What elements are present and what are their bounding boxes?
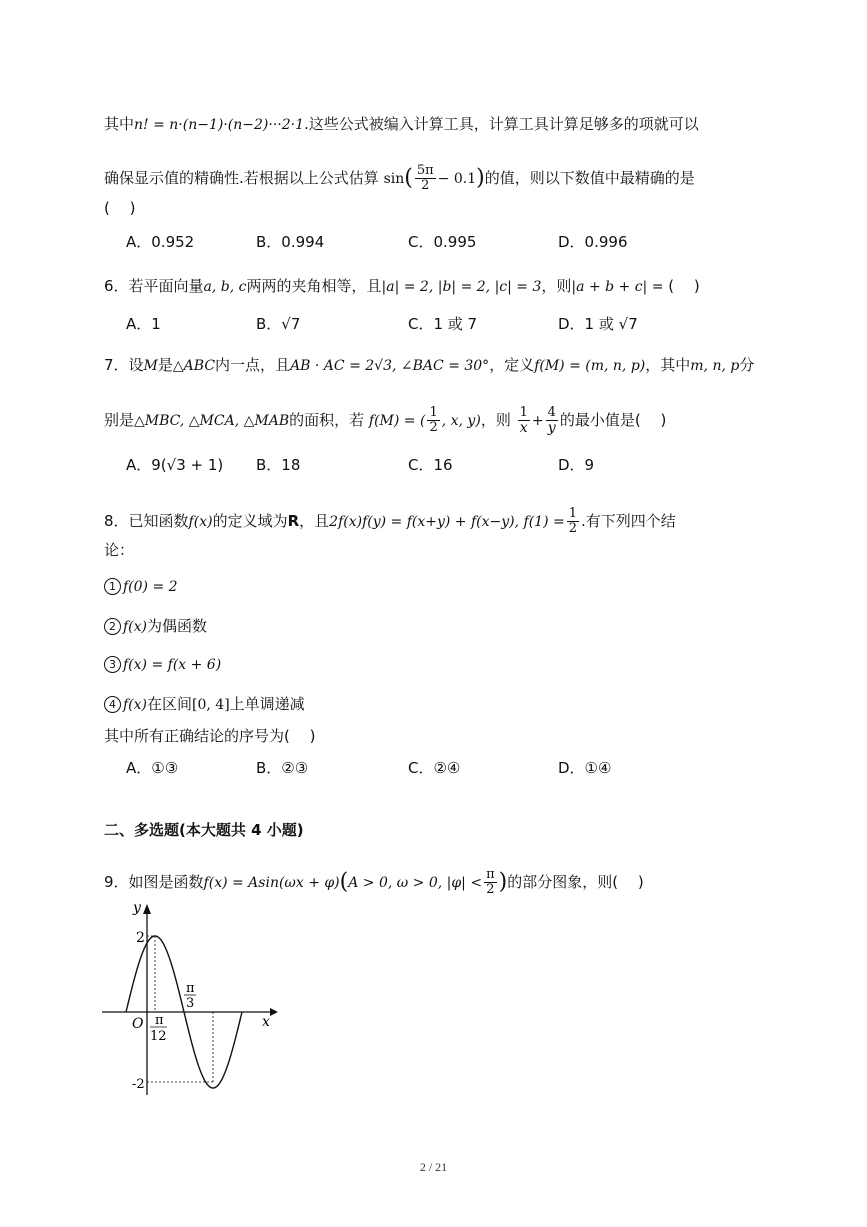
text: .有下列四个结 <box>581 512 676 530</box>
denominator: 2 <box>429 420 438 435</box>
text: 其中 <box>104 115 135 133</box>
text: 是 <box>157 356 173 374</box>
text: 两两的夹角相等，且 <box>246 277 382 295</box>
statement-math: f(x) <box>123 697 148 713</box>
paragraph-line-1 <box>104 114 699 135</box>
option-d[interactable]: D．9 <box>558 456 595 474</box>
numerator: 1 <box>429 405 438 420</box>
point-m: M <box>143 358 158 374</box>
fm-tail: , x, y) <box>441 413 481 429</box>
text: 的部分图象，则( ) <box>507 873 644 891</box>
option-c[interactable]: C．②④ <box>408 759 461 777</box>
factorial-formula: n! = n·(n−1)·(n−2)···2·1 <box>134 117 304 133</box>
denominator: x <box>519 420 528 436</box>
statement-math: f(0) = 2 <box>123 579 178 595</box>
fraction-half <box>427 406 439 435</box>
y-axis-arrow <box>143 904 151 914</box>
option-a[interactable]: A．①③ <box>126 759 179 777</box>
text: ，其中 <box>645 356 691 374</box>
statement-math: f(x) = f(x + 6) <box>123 657 222 673</box>
y-min-label: -2 <box>132 1077 145 1092</box>
text: 确保显示值的精确性.若根据以上公式估算 <box>104 169 379 187</box>
text: ，则 <box>480 411 511 429</box>
reals: R <box>287 512 300 530</box>
number-3: 3 <box>104 656 121 673</box>
pi12-num: π <box>155 1013 164 1028</box>
text: 7．设 <box>104 356 144 374</box>
paren: ) <box>498 869 508 895</box>
function-def: f(x) = Asin(ωx + φ) <box>203 875 340 891</box>
paren: ( <box>404 165 413 191</box>
text: .这些公式被编入计算工具，计算工具计算足够多的项就可以 <box>303 115 699 133</box>
fraction-5pi-2 <box>415 164 436 193</box>
text: 6．若平面向量 <box>104 277 204 295</box>
sin-fn: sin <box>383 171 405 187</box>
numerator: 1 <box>568 506 577 521</box>
text: 分 <box>739 356 755 374</box>
statement-3 <box>104 654 221 675</box>
option-a[interactable]: A．0.952 <box>126 233 195 251</box>
text: 别是 <box>104 411 135 429</box>
option-a[interactable]: A．1 <box>126 315 161 333</box>
answer-paren: ( ) <box>668 277 700 295</box>
option-d[interactable]: D．①④ <box>558 759 612 777</box>
x-label: x <box>262 1014 270 1030</box>
paren: ) <box>476 165 485 191</box>
magnitude-condition: |a| = 2, |b| = 2, |c| = 3 <box>381 279 542 295</box>
sine-graph <box>100 900 290 1100</box>
option-b[interactable]: B．②③ <box>256 759 309 777</box>
y-label: y <box>133 900 141 916</box>
statement-2 <box>104 616 207 637</box>
question-8-line-2: 论： <box>104 541 135 559</box>
numerator: 1 <box>519 405 528 420</box>
numerator: 4 <box>547 405 556 420</box>
question-9 <box>104 868 644 897</box>
text: 的最小值是( ) <box>559 411 667 429</box>
vectors: a, b, c <box>203 279 247 295</box>
number-4: 4 <box>104 696 121 713</box>
variables: m, n, p <box>690 358 740 374</box>
statement-text: 上单调递减 <box>229 695 305 713</box>
dot-product-condition: AB · AC = 2√3, ∠BAC = 30° <box>290 358 490 374</box>
text: 8．已知函数 <box>104 512 189 530</box>
y-max-label: 2 <box>136 930 145 946</box>
fraction-pi-2 <box>484 868 497 897</box>
number-2: 2 <box>104 618 121 635</box>
pi3-num: π <box>186 981 195 996</box>
text: 9．如图是函数 <box>104 873 204 891</box>
fm-expr: f(M) = ( <box>368 413 426 429</box>
fraction-half <box>567 507 579 536</box>
text: 的面积，若 <box>289 411 365 429</box>
section-heading: 二、多选题(本大题共 4 小题) <box>104 821 304 839</box>
triangles: △MBC, △MCA, △MAB <box>134 413 290 429</box>
minus-0.1: − 0.1 <box>437 171 477 187</box>
interval: [0, 4] <box>192 697 230 713</box>
text: 的值，则以下数值中最精确的是 <box>484 169 695 187</box>
fraction-4-y <box>546 406 558 435</box>
pi3-den: 3 <box>186 996 195 1011</box>
option-b[interactable]: B．√7 <box>256 315 301 333</box>
question-7-line-1 <box>104 355 754 376</box>
option-d[interactable]: D．1 或 √7 <box>558 315 638 333</box>
pi12-den: 12 <box>150 1029 167 1044</box>
fraction-1-x <box>518 406 530 435</box>
question-8-prompt: 其中所有正确结论的序号为( ) <box>104 727 316 745</box>
statement-math: f(x) <box>123 619 148 635</box>
option-c[interactable]: C．1 或 7 <box>408 315 478 333</box>
statement-4 <box>104 694 305 715</box>
statement-text: 为偶函数 <box>147 617 208 635</box>
option-c[interactable]: C．16 <box>408 456 453 474</box>
statement-1 <box>104 576 178 597</box>
definition: f(M) = (m, n, p) <box>534 358 646 374</box>
text: ，则 <box>541 277 572 295</box>
numerator: 5π <box>416 163 434 178</box>
numerator: π <box>486 867 495 882</box>
text: 内一点，且 <box>215 356 291 374</box>
text: ，且 <box>299 512 330 530</box>
option-a[interactable]: A．9(√3 + 1) <box>126 456 224 474</box>
denominator: y <box>547 420 556 436</box>
plus: + <box>531 413 544 429</box>
option-b[interactable]: B．0.994 <box>256 233 325 251</box>
x-axis-arrow <box>270 1008 278 1016</box>
denominator: 2 <box>568 521 577 536</box>
question-7-line-2 <box>104 406 666 435</box>
fx: f(x) <box>188 514 213 530</box>
number-1: 1 <box>104 578 121 595</box>
triangle: △ABC <box>172 358 216 374</box>
option-c[interactable]: C．0.995 <box>408 233 477 251</box>
statement-text: 在区间 <box>147 695 193 713</box>
denominator: 2 <box>421 178 430 193</box>
paragraph-line-2 <box>104 164 695 193</box>
paren: ( <box>339 869 349 895</box>
functional-equation: 2f(x)f(y) = f(x+y) + f(x−y), f(1) = <box>329 514 565 530</box>
option-d[interactable]: D．0.996 <box>558 233 628 251</box>
vector-sum-expr: |a + b + c| = <box>571 279 664 295</box>
question-6 <box>104 276 700 297</box>
text: ，定义 <box>489 356 535 374</box>
option-b[interactable]: B．18 <box>256 456 301 474</box>
question-8-line-1 <box>104 507 676 536</box>
origin-label: O <box>132 1016 144 1032</box>
conditions: A > 0, ω > 0, |φ| < <box>348 875 483 891</box>
denominator: 2 <box>486 882 495 897</box>
text: 的定义域为 <box>212 512 288 530</box>
page-number: 2 / 21 <box>419 1160 448 1174</box>
answer-paren: ( ) <box>104 199 136 217</box>
